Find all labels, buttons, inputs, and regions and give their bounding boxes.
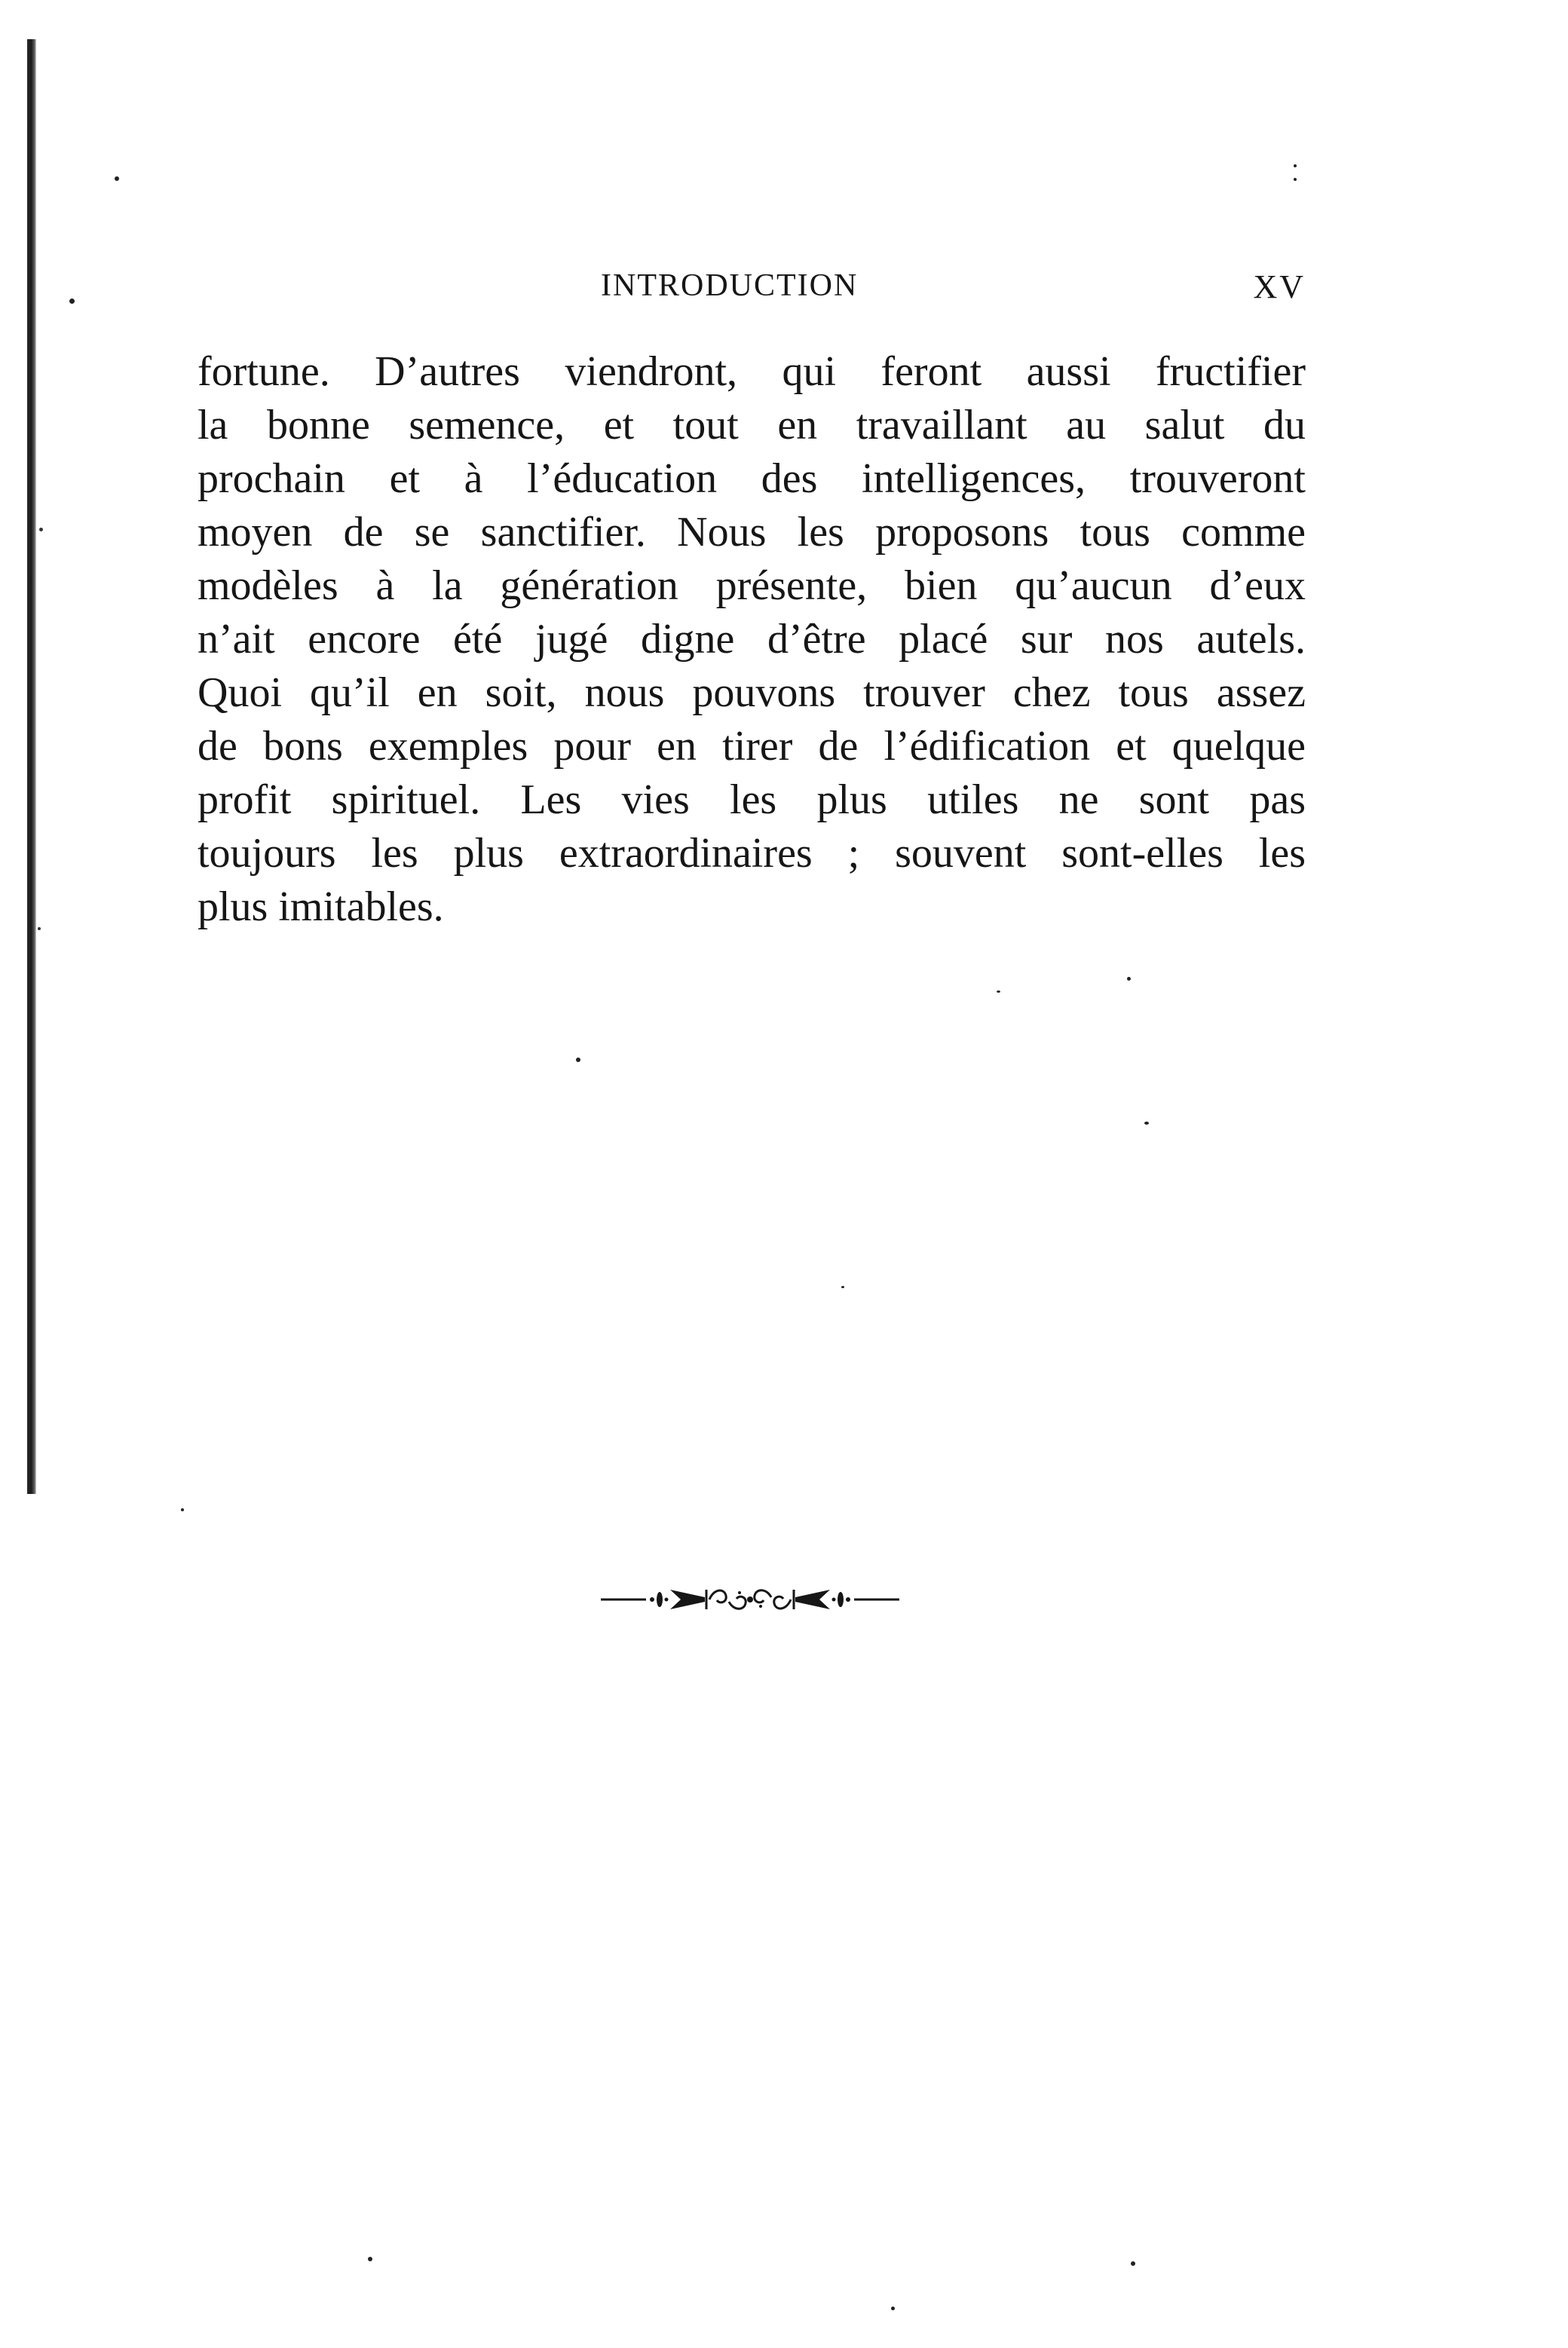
text-line: profit spirituel. Les vies les plus utiles ne sont pas [198,776,1306,823]
text-line: fortune. D’autres viendront, qui feront aussi fructifier [198,348,1306,395]
scan-speck [115,176,119,181]
text-line: moyen de se sanctifier. Nous les proposons tous comme [198,509,1306,556]
scan-speck [891,2307,895,2310]
scan-speck [997,990,1000,993]
text-line: la bonne semence, et tout en travaillant au salut du [198,402,1306,448]
body-paragraph [198,345,1306,934]
scan-speck [1127,977,1131,981]
text-line: n’ait encore été jugé digne d’être placé sur nos autels. [198,616,1306,663]
running-head: INTRODUCTION [601,268,859,303]
scan-speck [841,1286,844,1288]
scan-speck [576,1058,580,1062]
text-line: toujours les plus extraordinaires ; souvent sont-elles les [198,830,1306,877]
text-line: Quoi qu’il en soit, nous pouvons trouver chez tous assez [198,669,1306,716]
scan-speck [69,298,75,304]
scan-speck [1131,2261,1135,2266]
scan-speck [1144,1122,1149,1125]
scan-speck [368,2257,372,2261]
text-line: modèles à la génération présente, bien qu’aucun d’eux [198,562,1306,609]
scan-speck [181,1508,184,1511]
page-number: XV [1253,268,1306,305]
page-header [198,268,1306,313]
fleuron-ornament-icon [599,1579,901,1617]
binding-speck [39,528,43,531]
binding-speck [38,927,41,930]
text-line: prochain et à l’éducation des intelligences, trouveront [198,455,1306,502]
scan-speck [1294,164,1297,167]
text-line: de bons exemples pour en tirer de l’édification et quelque [198,723,1306,770]
page-binding-edge [27,39,36,1494]
text-line: plus imitables. [198,883,444,930]
scan-speck [1294,178,1297,181]
